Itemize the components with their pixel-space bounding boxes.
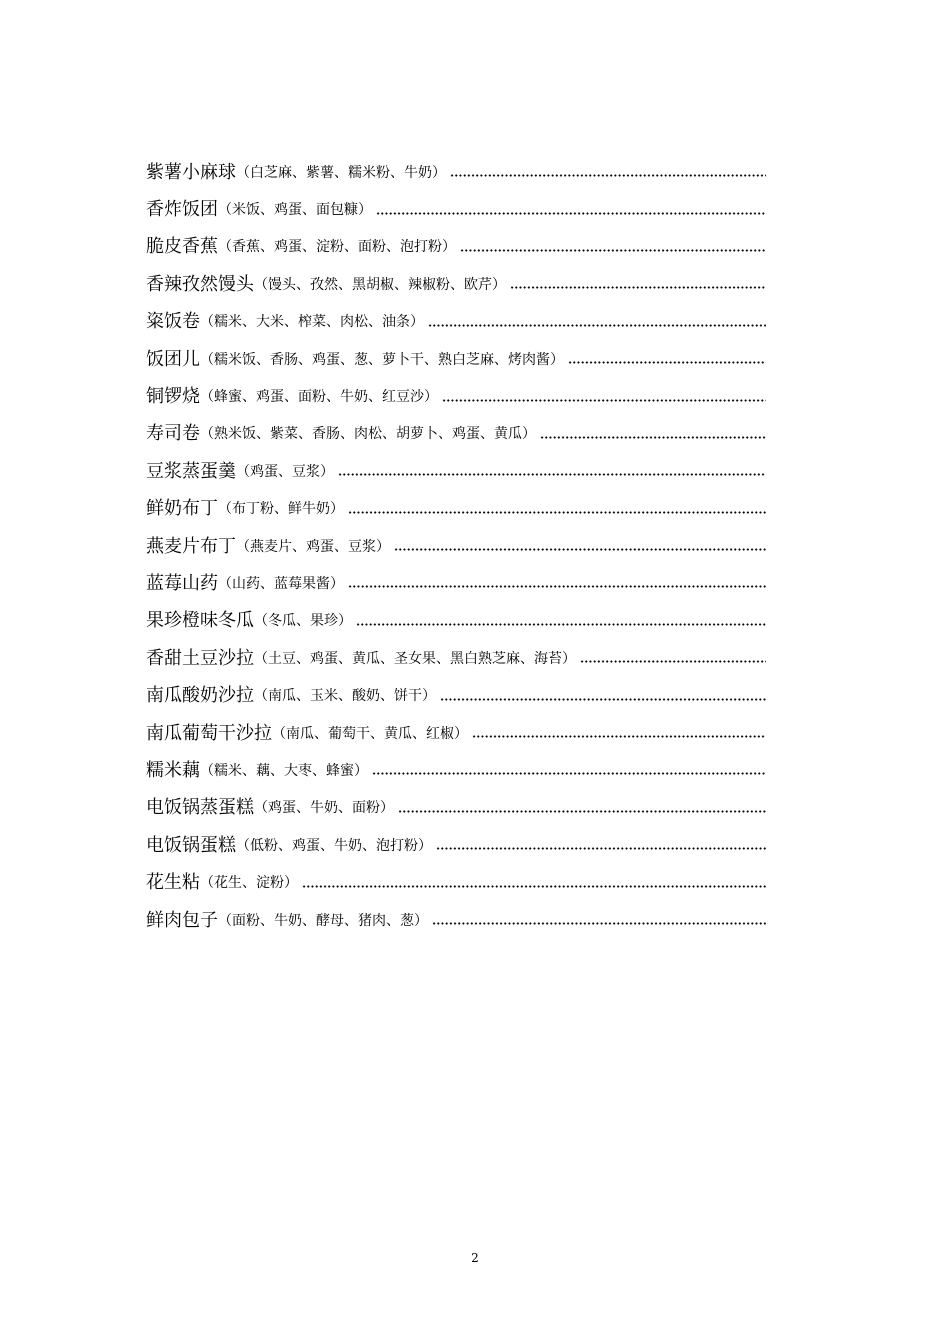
recipe-ingredients: （冬瓜、果珍）: [254, 613, 352, 630]
dot-leader: [540, 436, 766, 439]
toc-entry[interactable]: [146, 378, 766, 415]
recipe-title: 铜锣烧: [146, 386, 200, 408]
toc-entry[interactable]: [146, 191, 766, 228]
dot-leader: [442, 399, 766, 402]
recipe-ingredients: （蜂蜜、鸡蛋、面粉、牛奶、红豆沙）: [200, 389, 438, 406]
toc-entry[interactable]: [146, 752, 766, 789]
dot-leader: [398, 810, 766, 813]
dot-leader: [372, 772, 766, 775]
recipe-title: 粢饭卷: [146, 311, 200, 333]
recipe-title: 糯米藕: [146, 759, 200, 781]
recipe-ingredients: （白芝麻、紫薯、糯米粉、牛奶）: [236, 164, 446, 181]
dot-leader: [580, 660, 766, 663]
toc-entry[interactable]: [146, 491, 766, 528]
toc-entry[interactable]: [146, 790, 766, 827]
recipe-title: 果珍橙味冬瓜: [146, 610, 254, 632]
recipe-ingredients: （燕麦片、鸡蛋、豆浆）: [236, 538, 390, 555]
page-number: 2: [471, 1251, 479, 1265]
recipe-title: 紫薯小麻球: [146, 161, 236, 183]
dot-leader: [356, 623, 766, 626]
recipe-title: 香炸饭团: [146, 199, 218, 221]
dot-leader: [348, 585, 766, 588]
recipe-ingredients: （花生、淀粉）: [200, 875, 298, 892]
recipe-ingredients: （土豆、鸡蛋、黄瓜、圣女果、黑白熟芝麻、海苔）: [254, 650, 576, 667]
recipe-ingredients: （糯米、大米、榨菜、肉松、油条）: [200, 314, 424, 331]
toc-entry[interactable]: [146, 229, 766, 266]
dot-leader: [432, 922, 766, 925]
toc-entry[interactable]: [146, 416, 766, 453]
recipe-ingredients: （山药、蓝莓果酱）: [218, 575, 344, 592]
dot-leader: [510, 286, 766, 289]
toc-entry[interactable]: [146, 715, 766, 752]
recipe-title: 香辣孜然馒头: [146, 273, 254, 295]
toc-entry[interactable]: [146, 453, 766, 490]
dot-leader: [348, 511, 766, 514]
recipe-ingredients: （低粉、鸡蛋、牛奶、泡打粉）: [236, 837, 432, 854]
recipe-title: 燕麦片布丁: [146, 535, 236, 557]
dot-leader: [338, 473, 766, 476]
dot-leader: [460, 249, 766, 252]
recipe-ingredients: （布丁粉、鲜牛奶）: [218, 501, 344, 518]
recipe-title: 脆皮香蕉: [146, 236, 218, 258]
dot-leader: [376, 212, 766, 215]
recipe-ingredients: （馒头、孜然、黑胡椒、辣椒粉、欧芹）: [254, 276, 506, 293]
dot-leader: [568, 361, 766, 364]
recipe-ingredients: （香蕉、鸡蛋、淀粉、面粉、泡打粉）: [218, 239, 456, 256]
toc-entry[interactable]: [146, 266, 766, 303]
toc-entry[interactable]: [146, 902, 766, 939]
toc-entry[interactable]: [146, 341, 766, 378]
recipe-ingredients: （南瓜、葡萄干、黄瓜、红椒）: [272, 725, 468, 742]
recipe-ingredients: （鸡蛋、牛奶、面粉）: [254, 800, 394, 817]
recipe-ingredients: （糯米、藕、大枣、蜂蜜）: [200, 762, 368, 779]
toc-entry[interactable]: [146, 528, 766, 565]
recipe-ingredients: （糯米饭、香肠、鸡蛋、葱、萝卜干、熟白芝麻、烤肉酱）: [200, 351, 564, 368]
recipe-title: 南瓜酸奶沙拉: [146, 685, 254, 707]
recipe-title: 南瓜葡萄干沙拉: [146, 722, 272, 744]
toc-entry[interactable]: [146, 640, 766, 677]
toc-entry[interactable]: [146, 603, 766, 640]
toc-entry[interactable]: [146, 864, 766, 901]
toc-entry[interactable]: [146, 154, 766, 191]
recipe-title: 电饭锅蒸蛋糕: [146, 797, 254, 819]
recipe-ingredients: （熟米饭、紫菜、香肠、肉松、胡萝卜、鸡蛋、黄瓜）: [200, 426, 536, 443]
toc-entry[interactable]: [146, 827, 766, 864]
recipe-ingredients: （米饭、鸡蛋、面包糠）: [218, 202, 372, 219]
recipe-title: 香甜土豆沙拉: [146, 647, 254, 669]
toc-entry[interactable]: [146, 565, 766, 602]
dot-leader: [394, 548, 766, 551]
recipe-title: 饭团儿: [146, 348, 200, 370]
dot-leader: [450, 174, 766, 177]
recipe-ingredients: （鸡蛋、豆浆）: [236, 463, 334, 480]
toc-entry[interactable]: [146, 677, 766, 714]
recipe-title: 寿司卷: [146, 423, 200, 445]
toc-entry[interactable]: [146, 304, 766, 341]
recipe-title: 鲜奶布丁: [146, 498, 218, 520]
recipe-title: 花生粘: [146, 872, 200, 894]
recipe-title: 豆浆蒸蛋羹: [146, 460, 236, 482]
recipe-ingredients: （南瓜、玉米、酸奶、饼干）: [254, 688, 436, 705]
recipe-ingredients: （面粉、牛奶、酵母、猪肉、葱）: [218, 912, 428, 929]
table-of-contents: [146, 154, 766, 939]
recipe-title: 鲜肉包子: [146, 909, 218, 931]
dot-leader: [436, 847, 766, 850]
dot-leader: [440, 698, 766, 701]
recipe-title: 蓝莓山药: [146, 572, 218, 594]
recipe-title: 电饭锅蛋糕: [146, 834, 236, 856]
dot-leader: [472, 735, 766, 738]
dot-leader: [302, 885, 766, 888]
dot-leader: [428, 324, 766, 327]
